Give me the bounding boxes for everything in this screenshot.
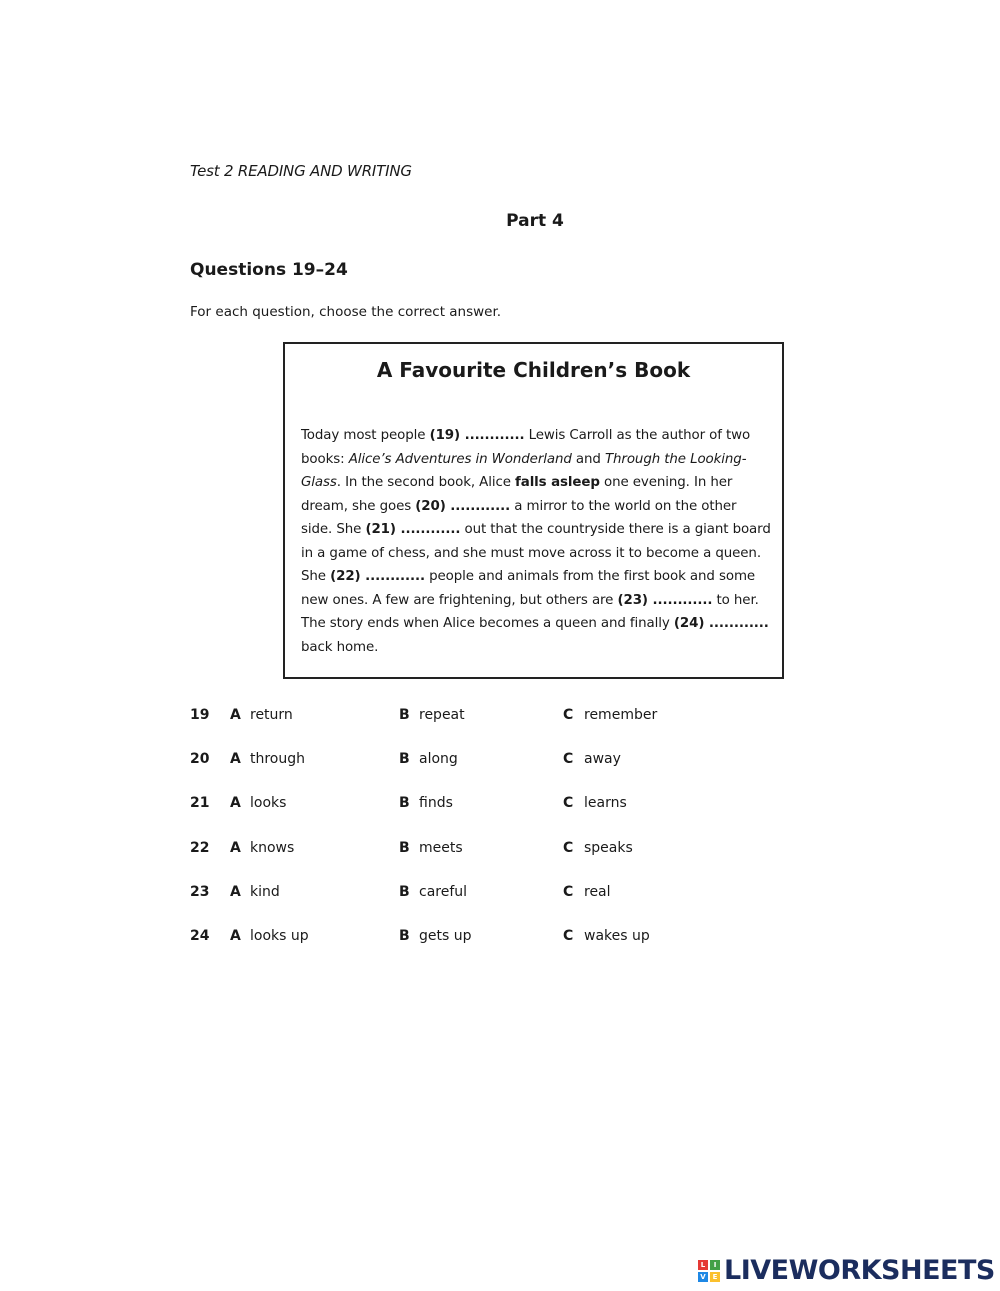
passage-line: back home. (301, 639, 379, 655)
passage-line: side. She (21) ............ out that the countryside there is a giant board (301, 522, 771, 537)
option-b-letter: B (399, 751, 410, 767)
brand-text: LIVEWORKSHEETS (724, 1255, 995, 1286)
option-b-letter: B (399, 928, 410, 944)
option-c[interactable]: real (584, 884, 611, 900)
option-c-letter: C (563, 928, 574, 944)
option-a-letter: A (230, 707, 241, 723)
option-c[interactable]: speaks (584, 840, 633, 856)
question-number: 20 (190, 751, 210, 767)
option-b[interactable]: careful (419, 884, 468, 900)
passage-line: new ones. A few are frightening, but others are (23) ............ to her. (301, 592, 759, 608)
questions-title: Questions 19–24 (190, 260, 348, 280)
gap-23[interactable]: (23) ............ (617, 592, 713, 608)
question-number: 21 (190, 795, 210, 811)
logo-icon (698, 1260, 720, 1282)
passage-box (283, 342, 784, 679)
option-a[interactable]: through (250, 751, 306, 767)
instruction-text: For each question, choose the correct answer. (190, 304, 502, 320)
passage-line: in a game of chess, and she must move across it to become a queen. (301, 545, 761, 561)
passage-line: Glass. In the second book, Alice falls asleep one evening. In her (301, 475, 733, 490)
passage-line: books: Alice’s Adventures in Wonderland and Through the Looking- (301, 451, 747, 467)
option-a-letter: A (230, 928, 241, 944)
option-c-letter: C (563, 884, 574, 900)
option-a[interactable]: knows (250, 840, 295, 856)
option-b-letter: B (399, 707, 410, 723)
option-c[interactable]: wakes up (584, 928, 650, 944)
question-number: 24 (190, 928, 210, 944)
option-b[interactable]: gets up (419, 928, 472, 944)
option-c-letter: C (563, 795, 574, 811)
liveworksheets-logo (698, 1255, 995, 1286)
option-b[interactable]: finds (419, 795, 453, 811)
passage-line: She (22) ............ people and animals from the first book and some (301, 569, 756, 584)
option-a-letter: A (230, 751, 241, 767)
passage-line: dream, she goes (20) ............ a mirror to the world on the other (301, 498, 737, 514)
option-c[interactable]: away (584, 751, 621, 767)
gap-21[interactable]: (21) ............ (365, 522, 461, 537)
logo-block: I (710, 1260, 720, 1270)
option-b-letter: B (399, 840, 410, 856)
option-c-letter: C (563, 751, 574, 767)
option-b-letter: B (399, 795, 410, 811)
passage-text (301, 424, 781, 659)
option-a-letter: A (230, 884, 241, 900)
page-header: Test 2 READING AND WRITING (190, 162, 412, 180)
logo-block: E (710, 1272, 720, 1282)
passage-line: The story ends when Alice becomes a queen and finally (24) ............ (301, 616, 769, 631)
option-b[interactable]: meets (419, 840, 463, 856)
logo-block: L (698, 1260, 708, 1270)
passage-line: Today most people (19) ............ Lewis Carroll as the author of two (301, 428, 751, 443)
logo-block: V (698, 1272, 708, 1282)
question-number: 19 (190, 707, 210, 723)
passage-title: A Favourite Children’s Book (376, 358, 691, 382)
gap-24[interactable]: (24) ............ (673, 616, 769, 631)
gap-22[interactable]: (22) ............ (330, 569, 425, 584)
option-a[interactable]: looks (250, 795, 287, 811)
option-c[interactable]: remember (584, 707, 658, 723)
option-a[interactable]: return (250, 707, 293, 723)
option-b[interactable]: repeat (419, 707, 465, 723)
part-title: Part 4 (506, 211, 564, 231)
option-c-letter: C (563, 840, 574, 856)
option-b-letter: B (399, 884, 410, 900)
option-a[interactable]: kind (250, 884, 280, 900)
option-a-letter: A (230, 795, 241, 811)
option-b[interactable]: along (419, 751, 458, 767)
question-number: 22 (190, 840, 210, 856)
gap-19[interactable]: (19) ............ (429, 428, 525, 443)
option-c-letter: C (563, 707, 574, 723)
question-number: 23 (190, 884, 210, 900)
option-a-letter: A (230, 840, 241, 856)
option-a[interactable]: looks up (250, 928, 309, 944)
option-c[interactable]: learns (584, 795, 627, 811)
gap-20[interactable]: (20) ............ (415, 498, 511, 514)
